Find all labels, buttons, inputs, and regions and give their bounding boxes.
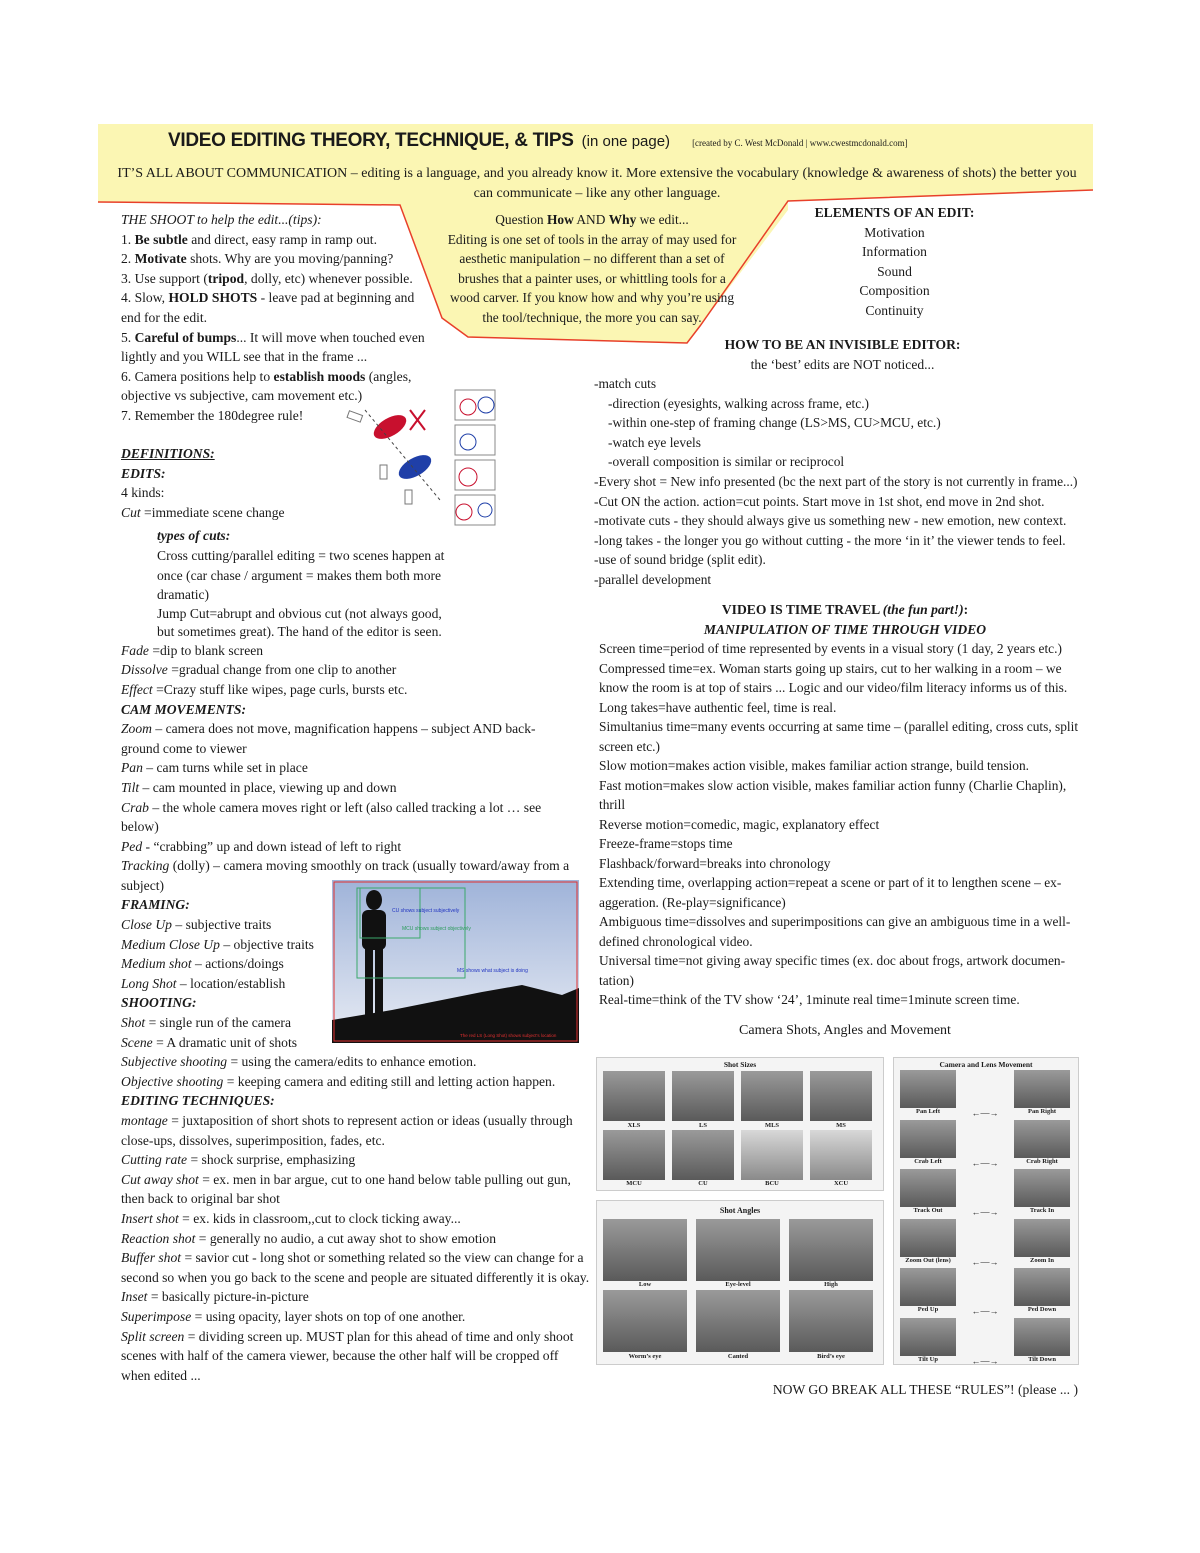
size-caption: MS [836, 1122, 846, 1129]
page-subtitle: (in one page) [581, 133, 671, 150]
angle-caption: Low [638, 1281, 652, 1288]
elements-of-edit [792, 203, 997, 321]
thumb-movement-end [1014, 1219, 1070, 1257]
thumb-movement-end [1014, 1120, 1070, 1158]
def-jump-cut: Jump Cut=abrupt and obvious cut (not always good, but sometimes great). The hand of the editor is seen. [157, 605, 442, 639]
thumb-bcu [741, 1130, 803, 1180]
double-arrow-icon: ←—→ [971, 1256, 999, 1267]
movement-caption: Track Out [913, 1207, 943, 1214]
def-mcu: Medium Close Up – objective traits [121, 936, 314, 952]
def-pan: Pan – cam turns while set in place [121, 760, 308, 776]
shot-angles-panel [596, 1200, 884, 1365]
thumb-canted [696, 1290, 780, 1352]
element-item: Continuity [865, 302, 924, 318]
camera-movement-panel [893, 1057, 1079, 1365]
angle-caption: High [824, 1281, 838, 1288]
double-arrow-icon: ←—→ [971, 1207, 999, 1217]
def-zoom: Zoom – camera does not move, magnification happens – subject AND back-ground come to viewer [121, 721, 536, 756]
cam-movements-heading: CAM MOVEMENTS: [121, 701, 247, 717]
movement-caption: Pan Left [915, 1108, 940, 1115]
thumb-xls [603, 1071, 665, 1121]
time-travel-heading: VIDEO IS TIME TRAVEL (the fun part!): MANIPULATION OF TIME THROUGH VIDEO [600, 600, 1090, 639]
thumb-movement-start [900, 1120, 956, 1158]
tip: 5. Careful of bumps... It will move when touched even lightly and you WILL see that in the frame ... [121, 329, 425, 365]
def-reaction: Reaction shot = generally no audio, a cut away shot to show emotion [121, 1230, 496, 1246]
def-dissolve: Dissolve =gradual change from one clip to another [121, 662, 397, 678]
list-item: -watch eye levels [608, 434, 701, 450]
list-item: -motivate cuts - they should always give us something new - new emotion, new context. [594, 513, 1067, 529]
thumb-low [603, 1219, 687, 1281]
size-caption: BCU [765, 1180, 779, 1187]
def-ls: Long Shot – location/establish [121, 975, 286, 991]
list-item: -use of sound bridge (split edit). [594, 552, 766, 568]
movement-caption: Zoom Out (lens) [905, 1256, 951, 1264]
def-split-screen: Split screen = dividing screen up. MUST plan for this ahead of time and only shoot scenes with half of the camera viewer, because the other half will be cropped off when edited ... [121, 1328, 574, 1383]
list-item: Compressed time=ex. Woman starts going up stairs, cut to her walking in a room – we know the room is at top of stairs ... Logic and our video/film literacy informs us of this. [599, 660, 1068, 695]
tip: 7. Remember the 180degree rule! [121, 407, 304, 423]
list-item: Slow motion=makes action visible, makes familiar action strange, build tension. [599, 758, 1030, 773]
thumb-mls [741, 1071, 803, 1121]
tip: 1. Be subtle and direct, easy ramp in ramp out. [121, 231, 377, 247]
shooting-heading: SHOOTING: [121, 995, 197, 1011]
def-ms: Medium shot – actions/doings [121, 956, 284, 972]
list-item: -match cuts [594, 376, 657, 391]
list-item: Reverse motion=comedic, magic, explanatory effect [599, 816, 880, 832]
tip: 3. Use support (tripod, dolly, etc) whenever possible. [121, 270, 413, 286]
movement-caption: Crab Right [1026, 1157, 1058, 1165]
def-cutaway: Cut away shot = ex. men in bar argue, cut to one hand below table pulling out gun, then back to original bar shot [121, 1171, 571, 1207]
shot-sizes-title: Shot Sizes [723, 1060, 757, 1069]
movement-caption: Tilt Down [1028, 1355, 1056, 1363]
thumb-movement-start [900, 1219, 956, 1257]
def-effect: Effect =Crazy stuff like wipes, page curls, bursts etc. [121, 681, 408, 697]
thumb-mcu [603, 1130, 665, 1180]
thumb-movement-start [900, 1318, 956, 1356]
time-sub: MANIPULATION OF TIME THROUGH VIDEO [703, 621, 987, 637]
tip: 4. Slow, HOLD SHOTS - leave pad at beginning and end for the edit. [121, 290, 415, 325]
shoot-heading: THE SHOOT to help the edit...(tips): [121, 212, 322, 227]
list-item: -Cut ON the action. action=cut points. Start move in 1st shot, end move in 2nd shot. [594, 493, 1045, 509]
shot-sizes-panel [596, 1057, 884, 1191]
thumb-movement-end [1014, 1169, 1070, 1207]
framing-silhouette-image [332, 880, 579, 1043]
movement-caption: Ped Up [917, 1306, 939, 1313]
thumb-xcu [810, 1130, 872, 1180]
def-cu: Close Up – subjective traits [121, 917, 272, 933]
ms-label: MS shows what subject is doing [457, 968, 528, 974]
def-tilt: Tilt – cam mounted in place, viewing up and down [121, 779, 397, 795]
element-item: Composition [859, 283, 930, 299]
closing-line: NOW GO BREAK ALL THESE “RULES”! (please ... ) [772, 1382, 1078, 1397]
thumb-high [789, 1219, 873, 1281]
framing-heading: FRAMING: [121, 897, 190, 913]
element-item: Motivation [864, 224, 925, 240]
question-box: Question How AND Why we edit... Editing is one set of tools in the array of may used for aesthetic manipulation – no different than a set of brushes that a painter uses, or whittling tools for a wood carver. If you know how and why you’re using the tool/technique, the more you can say. [442, 210, 742, 328]
thumb-movement-start [900, 1268, 956, 1306]
double-arrow-icon: ←—→ [971, 1108, 999, 1118]
list-item: -parallel development [594, 571, 712, 587]
list-item: -direction (eyesights, walking across frame, etc.) [608, 395, 870, 411]
element-item: Sound [877, 263, 912, 279]
def-scene: Scene = A dramatic unit of shots [121, 1034, 298, 1050]
angle-caption: Worm’s eye [628, 1353, 662, 1360]
angle-caption: Eye-level [725, 1281, 751, 1288]
size-caption: XLS [627, 1122, 641, 1129]
invisible-editor-list [594, 374, 1094, 590]
movement-caption: Zoom In [1029, 1256, 1055, 1264]
time-travel-list [599, 639, 1085, 1010]
size-caption: CU [698, 1180, 708, 1187]
def-buffer: Buffer shot = savior cut - long shot or something related so the view can change for a second so when you go back to the scene and people are situated differently it is okay. [121, 1250, 590, 1285]
edits-heading: EDITS: [121, 465, 166, 481]
list-item: -long takes - the longer you go without cutting - the more ‘in it’ the viewer tends to feel. [594, 532, 1066, 548]
def-insert: Insert shot = ex. kids in classroom,,cut to clock ticking away... [121, 1210, 461, 1226]
def-cutting-rate: Cutting rate = shock surprise, emphasizing [121, 1152, 356, 1168]
size-caption: XCU [833, 1180, 849, 1187]
tagline: IT’S ALL ABOUT COMMUNICATION – editing is a language, and you already know it. More extensive the vocabulary (knowledge & awareness of shots) the better you can communicate – like any other language. [117, 166, 1077, 201]
invisible-editor-heading [600, 335, 1085, 374]
list-item: -within one-step of framing change (LS>MS, CU>MCU, etc.) [608, 415, 941, 431]
angle-caption: Bird’s eye [817, 1353, 845, 1360]
movement-caption: Ped Down [1027, 1306, 1057, 1313]
credit-line: [created by C. West McDonald | www.cwestmcdonald.com] [692, 138, 908, 148]
list-item: Real-time=think of the TV show ‘24’, 1minute real time=1minute screen time. [599, 992, 1020, 1007]
thumb-birds-eye [789, 1290, 873, 1352]
tip: 2. Motivate shots. Why are you moving/panning? [121, 251, 394, 267]
mcu-label: MCU shows subject objectively [402, 926, 471, 932]
thumb-cu [672, 1130, 734, 1180]
list-item: Universal time=not giving away specific times (ex. doc about frogs, artwork documen-tation) [599, 953, 1066, 988]
definitions-heading: DEFINITIONS: [121, 446, 215, 461]
double-arrow-icon: ←—→ [971, 1157, 999, 1168]
def-inset: Inset = basically picture-in-picture [121, 1289, 309, 1305]
edit-kinds: 4 kinds: [121, 485, 165, 501]
size-caption: LS [699, 1122, 707, 1129]
list-item: Screen time=period of time represented by events in a visual story (1 day, 2 years etc.) [599, 641, 1062, 656]
invisible-heading: HOW TO BE AN INVISIBLE EDITOR: [724, 337, 961, 352]
movement-caption: Tilt Up [918, 1355, 938, 1363]
def-cross-cutting: Cross cutting/parallel editing = two scenes happen at once (car chase / argument = makes them both more dramatic) [157, 547, 445, 603]
def-subjective: Subjective shooting = using the camera/edits to enhance emotion. [121, 1054, 477, 1070]
list-item: Ambiguous time=dissolves and superimpositions can give an ambiguous time in a well-defined chronological video. [599, 914, 1071, 949]
list-item: Long takes=have authentic feel, time is real. [599, 699, 837, 715]
def-tracking: Tracking (dolly) – camera moving smoothly on track (usually toward/away from a subject) [121, 858, 570, 893]
def-objective: Objective shooting = keeping camera and editing still and letting action happen. [121, 1073, 556, 1089]
tip: 6. Camera positions help to establish moods (angles, objective vs subjective, cam movement etc.) [121, 368, 412, 404]
movement-caption: Pan Right [1028, 1108, 1056, 1115]
def-fade: Fade =dip to blank screen [121, 642, 264, 658]
def-crab: Crab – the whole camera moves right or left (also called tracking a lot … see below) [121, 799, 542, 835]
def-superimpose: Superimpose = using opacity, layer shots on top of one another. [121, 1308, 466, 1324]
thumb-worms-eye [603, 1290, 687, 1352]
thumb-movement-end [1014, 1318, 1070, 1356]
camera-shots-heading: Camera Shots, Angles and Movement [739, 1023, 951, 1038]
size-caption: MCU [626, 1180, 642, 1187]
size-caption: MLS [764, 1122, 780, 1129]
movement-title: Camera and Lens Movement [939, 1060, 1033, 1069]
movement-caption: Crab Left [914, 1157, 942, 1165]
thumb-ms [810, 1071, 872, 1121]
element-item: Information [862, 244, 927, 260]
thumb-eye-level [696, 1219, 780, 1281]
title-row [168, 130, 908, 152]
cu-label: CU shows subject subjectively [392, 908, 460, 914]
thumb-movement-end [1014, 1268, 1070, 1306]
list-item: Fast motion=makes slow action visible, makes familiar action funny (Charlie Chaplin), thrill [599, 777, 1067, 812]
thumb-ls [672, 1071, 734, 1121]
list-item: Flashback/forward=breaks into chronology [599, 855, 831, 871]
double-arrow-icon: ←—→ [971, 1355, 999, 1366]
types-heading: types of cuts: [157, 528, 231, 544]
list-item: Extending time, overlapping action=repeat a scene or part of it to lengthen scene – ex-aggeration. (Re-play=significance) [599, 875, 1062, 910]
thumb-movement-start [900, 1169, 956, 1207]
page-title: VIDEO EDITING THEORY, TECHNIQUE, & TIPS [168, 130, 574, 151]
list-item: -Every shot = New info presented (bc the next part of the story is not currently in frame...) [594, 473, 1078, 489]
list-item: Freeze-frame=stops time [599, 836, 733, 851]
question-body: Editing is one set of tools in the array of may used for aesthetic manipulation – no different than a set of brushes that a painter uses, or whittling tools for a wood carver. If you know how and why you’re using the tool/technique, the more you can say. [447, 231, 737, 325]
ls-label: The red LS (Long Shot) shows subject's location [460, 1033, 557, 1038]
angle-caption: Canted [727, 1353, 749, 1360]
def-cut: Cut =immediate scene change [121, 504, 285, 520]
def-shot: Shot = single run of the camera [121, 1015, 291, 1031]
list-item: Simultanius time=many events occurring at same time – (parallel editing, cross cuts, split screen etc.) [599, 719, 1079, 754]
shot-angles-title: Shot Angles [719, 1206, 761, 1215]
invisible-sub: the ‘best’ edits are NOT noticed... [750, 356, 935, 372]
def-ped: Ped - “crabbing” up and down istead of left to right [121, 838, 402, 854]
double-arrow-icon: ←—→ [971, 1306, 999, 1316]
thumb-movement-end [1014, 1070, 1070, 1108]
techniques-heading: EDITING TECHNIQUES: [121, 1093, 275, 1109]
def-montage: montage = juxtaposition of short shots to represent action or ideas (usually through close-ups, dissolves, superimposition, fades, etc. [121, 1113, 573, 1148]
movement-caption: Track In [1029, 1207, 1055, 1214]
elements-heading: ELEMENTS OF AN EDIT: [814, 205, 975, 220]
thumb-movement-start [900, 1070, 956, 1108]
list-item: -overall composition is similar or reciprocol [608, 454, 845, 470]
